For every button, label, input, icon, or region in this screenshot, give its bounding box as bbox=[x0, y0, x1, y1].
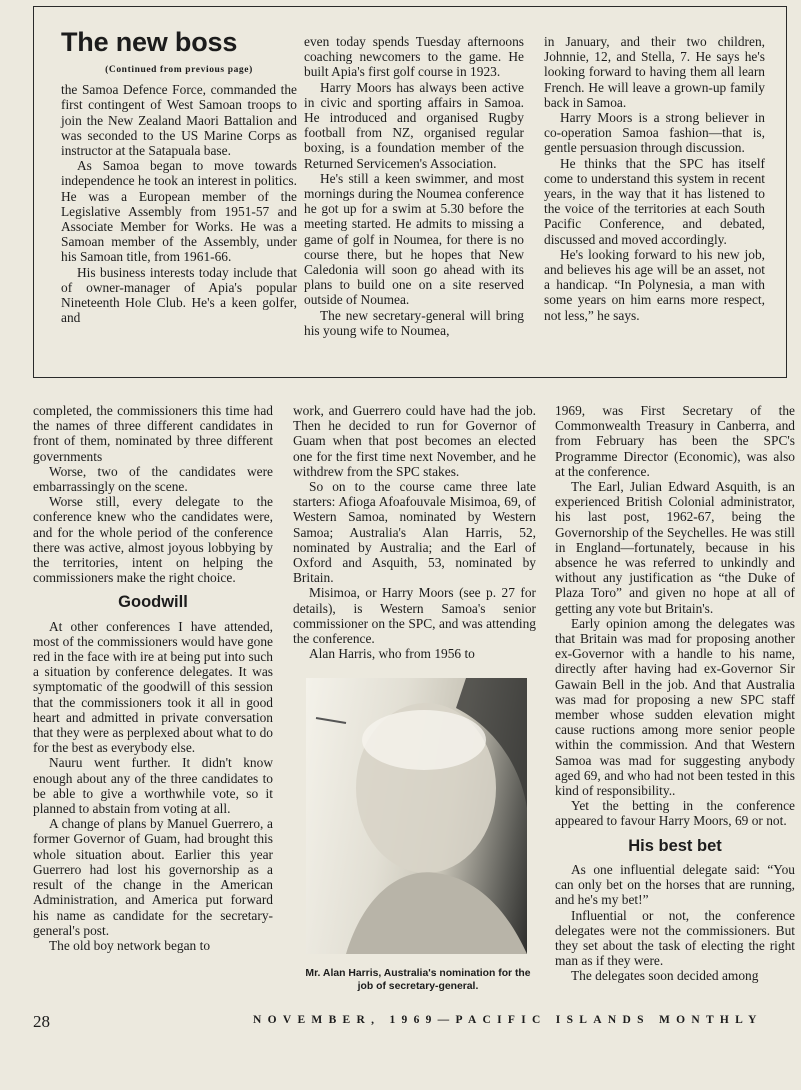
page-footer bbox=[33, 1012, 793, 1032]
main-column-3 bbox=[555, 403, 795, 984]
headline: The new boss bbox=[61, 27, 238, 57]
paragraph: The Earl, Julian Edward Asquith, is an experienced British Colonial administrator, his last post, 1962-67, being the Governorship of the Seychelles. He was still in England—fortunately, because in his absence he was referred to unkindly and without any justification as “the Duke of Plaza Toro” and given no hope at all of getting any vote but Britain's. bbox=[555, 479, 795, 616]
paragraph: Harry Moors is a strong believer in co-operation Samoa fashion—that is, gentle persuasion through discussion. bbox=[544, 110, 765, 156]
col3-part-b bbox=[555, 862, 795, 984]
col3-part-a bbox=[555, 403, 795, 829]
main-column-1 bbox=[33, 403, 273, 953]
paragraph: Worse, two of the candidates were embarrassingly on the scene. bbox=[33, 463, 273, 495]
boxed-column-3 bbox=[544, 34, 765, 323]
paragraph: He thinks that the SPC has itself come to understand this system in recent years, in the way that it has listened to the voice of the territories at each South Pacific Conference, and debated, discussed and moved accordingly. bbox=[544, 155, 765, 247]
photo-caption: Mr. Alan Harris, Australia's nomination for the job of secretary-general. bbox=[305, 968, 531, 992]
paragraph: As Samoa began to move towards independence he took an interest in politics. He was a European member of the Legislative Assembly from 1951-57 and Associate Member for Works. He was a Samoan member of the Assembly, under his Samoan title, from 1961-66. bbox=[61, 158, 297, 265]
paragraph: work, and Guerrero could have had the job. Then he decided to run for Governor of Guam when that post becomes an elected one for the first time next November, and he withdrew from the SPC stakes. bbox=[293, 403, 536, 479]
paragraph: Harry Moors has always been active in civic and sporting affairs in Samoa. He introduced and organised Rugby football from NZ, organised regular boxing, is a foundation member of the Returned Servicemen's Association. bbox=[304, 79, 524, 171]
paragraph: even today spends Tuesday afternoons coaching newcomers to the game. He built Apia's first golf course in 1923. bbox=[304, 34, 524, 80]
paragraph: 1969, was First Secretary of the Commonwealth Treasury in Canberra, and from February has been the SPC's Programme Director (Economic), was also at the conference. bbox=[555, 403, 795, 479]
col1-part-b bbox=[33, 619, 273, 953]
paragraph: completed, the commissioners this time had the names of three different candidates in front of them, nominated by three different governments bbox=[33, 403, 273, 464]
paragraph: Misimoa, or Harry Moors (see p. 27 for details), is Western Samoa's senior commissioner on the SPC, and was attending the conference. bbox=[293, 585, 536, 647]
paragraph: He's still a keen swimmer, and most mornings during the Noumea conference he got up for a swim at 5.30 before the meeting started. He admits to missing a game of golf in Noumea, for there is no course there, but he hopes that New Caledonia will soon go ahead with its plans to build one on a site reserved outside of Noumea. bbox=[304, 170, 524, 308]
portrait-photo bbox=[306, 678, 527, 954]
paragraph: He's looking forward to his new job, and believes his age will be an asset, not a handicap. “In Polynesia, a man with some years on him earns more respect, not less,” he says. bbox=[544, 246, 765, 323]
main-column-2 bbox=[293, 403, 536, 661]
paragraph: The old boy network began to bbox=[49, 937, 211, 953]
paragraph: the Samoa Defence Force, commanded the first contingent of West Samoan troops to join the New Zealand Maori Battalion and was seconded to the US Marine Corps as instructor at the Satapuala base. bbox=[61, 82, 297, 159]
footer-publication-line: NOVEMBER, 1969—PACIFIC ISLANDS MONTHLY bbox=[253, 1014, 763, 1026]
paragraph: Alan Harris, who from 1956 to bbox=[309, 646, 475, 662]
boxed-column-1 bbox=[61, 7, 297, 325]
paragraph: Early opinion among the delegates was that Britain was mad for proposing another ex-Governor with a handle to his name, directly after having had ex-Governor Sir Gawain Bell in the job. And that Australia was mad for proposing a new SPC staff member whose sudden elevation might cause ructions among more senior people within the commission. And that Western Samoa was mad for suggesting anybody aged 69, and who had not been tested in this kind of responsibility.. bbox=[555, 615, 795, 799]
portrait-illustration bbox=[306, 678, 527, 954]
boxed-story bbox=[33, 6, 787, 378]
paragraph: The new secretary-general will bring his young wife to Noumea, bbox=[304, 307, 524, 338]
continued-note: (Continued from previous page) bbox=[105, 65, 253, 75]
paragraph: A change of plans by Manuel Guerrero, a former Governor of Guam, had brought this whole situation about. Earlier this year Guerrero had lost his governorship as a result of the change in the American Administration, and America put forward his name as candidate for the secretary-general's post. bbox=[33, 816, 273, 938]
subhead-best-bet: His best bet bbox=[628, 836, 722, 855]
paragraph: Worse still, every delegate to the conference knew who the candidates were, and for the whole period of the conference there was active, almost joyous lobbying by the territories, intent on helping the commissioners make the right choice. bbox=[33, 494, 273, 586]
col1-part-a bbox=[33, 403, 273, 585]
paragraph: His business interests today include that of owner-manager of Apia's popular Nineteenth Hole Club. He's a keen golfer, and bbox=[61, 264, 297, 326]
paragraph: in January, and their two children, Johnnie, 12, and Stella, 7. He says he's looking forward to having them all learn French. He will leave a grown-up family back in Samoa. bbox=[544, 34, 765, 110]
subhead-goodwill: Goodwill bbox=[118, 593, 188, 612]
boxed-column-2 bbox=[304, 34, 524, 338]
paragraph: Yet the betting in the conference appeared to favour Harry Moors, 69 or not. bbox=[555, 798, 795, 829]
paragraph: As one influential delegate said: “You can only bet on the horses that are running, and he's my bet!” bbox=[555, 861, 795, 908]
paragraph: Influential or not, the conference delegates were not the commissioners. But they set about the task of electing the right man as if they were. bbox=[555, 907, 795, 969]
paragraph: So on to the course came three late starters: Afioga Afoafouvale Misimoa, 69, of Western Samoa, nominated by Western Samoa; Australia's Alan Harris, 52, nominated by Australia; and the Earl of Oxford and Asquith, 53, nominated by Britain. bbox=[293, 479, 536, 586]
paragraph: At other conferences I have attended, most of the commissioners would have gone red in the face with ire at being put into such a situation by conference delegates. It was symptomatic of the goodwill of this session that the commissioners took it all in good heart and admitted in private conversation that they were as perplexed about what to do for the best as everybody else. bbox=[33, 618, 273, 756]
boxed-col1-body bbox=[61, 82, 297, 325]
paragraph: Nauru went further. It didn't know enough about any of the three candidates to be able to give a worthwhile vote, so it planned to abstain from voting at all. bbox=[33, 755, 273, 817]
paragraph: The delegates soon decided among bbox=[571, 968, 759, 984]
page-number: 28 bbox=[33, 1012, 50, 1031]
